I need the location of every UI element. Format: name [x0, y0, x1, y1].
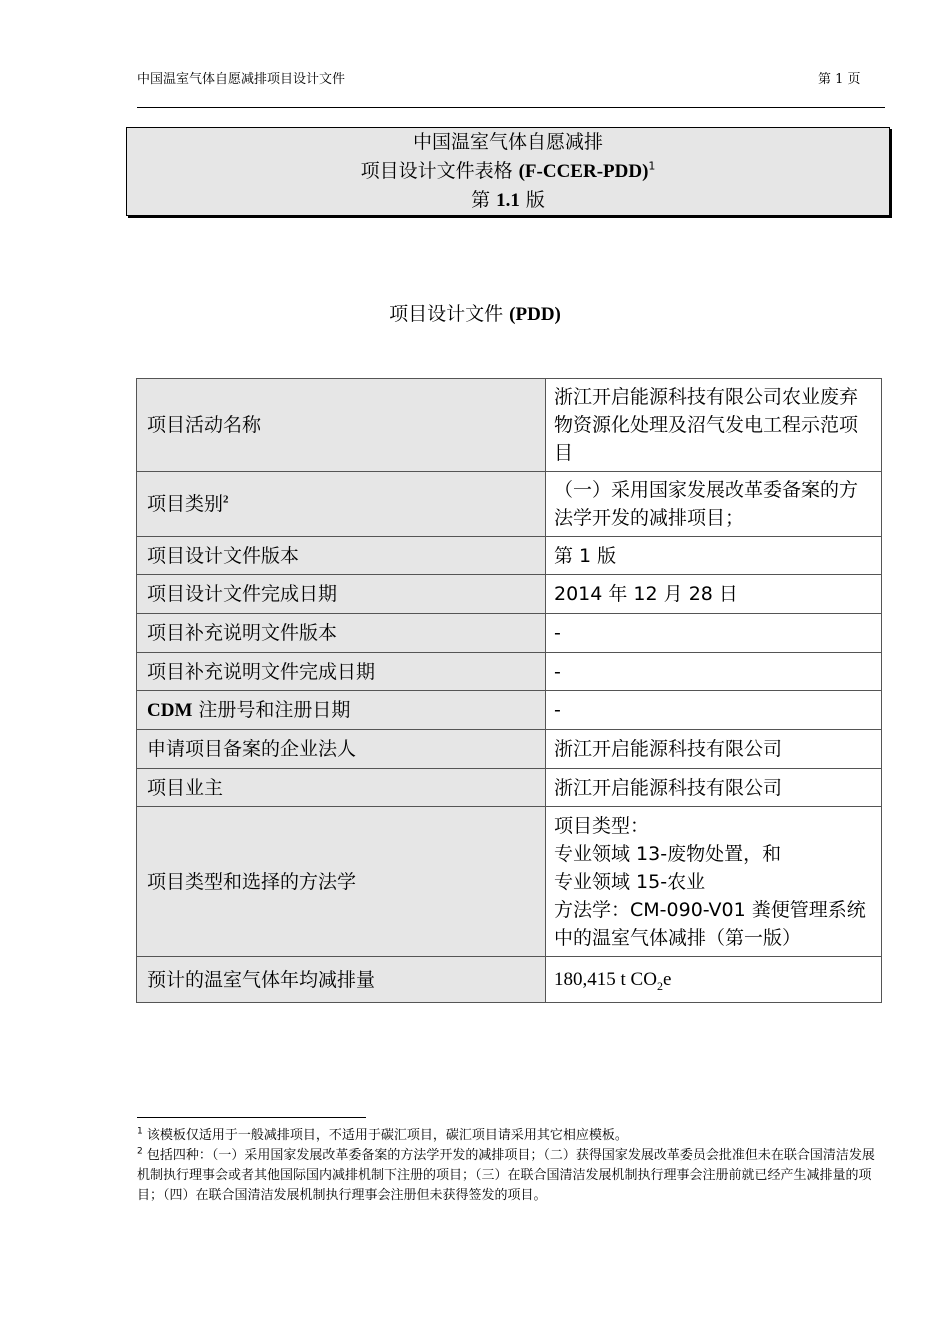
- row-label: 项目业主: [137, 769, 546, 807]
- row-label: 项目类型和选择的方法学: [137, 807, 546, 957]
- project-info-table: [136, 378, 882, 1003]
- row-value: -: [546, 653, 882, 691]
- table-row: [137, 575, 882, 614]
- row-label: 项目类别$^2$: [137, 472, 546, 537]
- page-number: 第 1 页: [818, 72, 861, 87]
- table-row: [137, 807, 882, 957]
- table-row: [137, 769, 882, 807]
- footnote-ref-2: 2: [223, 493, 229, 506]
- table-row: [137, 957, 882, 1003]
- form-version: 第 1.1 版: [471, 189, 545, 211]
- value-line: 专业领域 15-农业: [554, 870, 706, 893]
- row-value: 第 1 版: [546, 537, 882, 575]
- form-title-line1: 中国温室气体自愿减排: [412, 131, 603, 153]
- row-value: 2014 年 12 月 28 日: [546, 575, 882, 614]
- row-value: （一）采用国家发展改革委备案的方法学开发的减排项目；: [546, 472, 882, 537]
- row-label: 项目补充说明文件版本: [137, 614, 546, 653]
- table-row: [137, 730, 882, 769]
- footnote-1: $^1$ 该模板仅适用于一般减排项目，不适用于碳汇项目，碳汇项目请采用其它相应模板。: [137, 1126, 628, 1143]
- row-label: 申请项目备案的企业法人: [137, 730, 546, 769]
- footnote-ref-1: 1: [648, 159, 656, 173]
- table-row: [137, 614, 882, 653]
- row-label: 项目活动名称: [137, 379, 546, 472]
- table-row: [137, 537, 882, 575]
- row-value: [546, 807, 882, 957]
- row-value: 浙江开启能源科技有限公司农业废弃物资源化处理及沼气发电工程示范项目: [546, 379, 882, 472]
- row-value: -: [546, 691, 882, 730]
- row-value: 180,415 t $CO_2e$: [546, 957, 882, 1003]
- row-value: 浙江开启能源科技有限公司: [546, 769, 882, 807]
- table-row: [137, 653, 882, 691]
- footnote-divider: [137, 1117, 366, 1118]
- footnote-2: $^2$ 包括四种：（一）采用国家发展改革委备案的方法学开发的减排项目；（二）获得国家发展改革委员会批准但未在联合国清洁发展机制执行理事会或者其他国际国内减排机制下注册的项目；（三）在联合国清洁发展机制执行理事会注册前就已经产生减排量的项目；（四）在联合国清洁发展机制执行理事会注册但未获得签发的项目。: [137, 1146, 875, 1203]
- row-label: 预计的温室气体年均减排量: [137, 957, 546, 1003]
- header-divider: [137, 107, 885, 108]
- row-label: 项目设计文件完成日期: [137, 575, 546, 614]
- table-row: [137, 379, 882, 472]
- footnotes: [137, 1126, 885, 1206]
- table-row: [137, 691, 882, 730]
- value-line: 项目类型：: [554, 814, 650, 837]
- table-row: [137, 472, 882, 537]
- value-line: 方法学：CM-090-V01 粪便管理系统中的温室气体减排（第一版）: [554, 898, 866, 949]
- value-line: 专业领域 13-废物处置，和: [554, 842, 782, 865]
- row-value: 浙江开启能源科技有限公司: [546, 730, 882, 769]
- pdd-title: 项目设计文件 (PDD): [389, 303, 561, 325]
- running-header-title: 中国温室气体自愿减排项目设计文件: [137, 72, 346, 87]
- row-label: CDM 注册号和注册日期: [137, 691, 546, 730]
- row-value: -: [546, 614, 882, 653]
- row-label: 项目补充说明文件完成日期: [137, 653, 546, 691]
- row-label: 项目设计文件版本: [137, 537, 546, 575]
- form-title-box: [126, 127, 890, 216]
- form-title-line2: 项目设计文件表格 (F-CCER-PDD)$^1$: [360, 159, 656, 182]
